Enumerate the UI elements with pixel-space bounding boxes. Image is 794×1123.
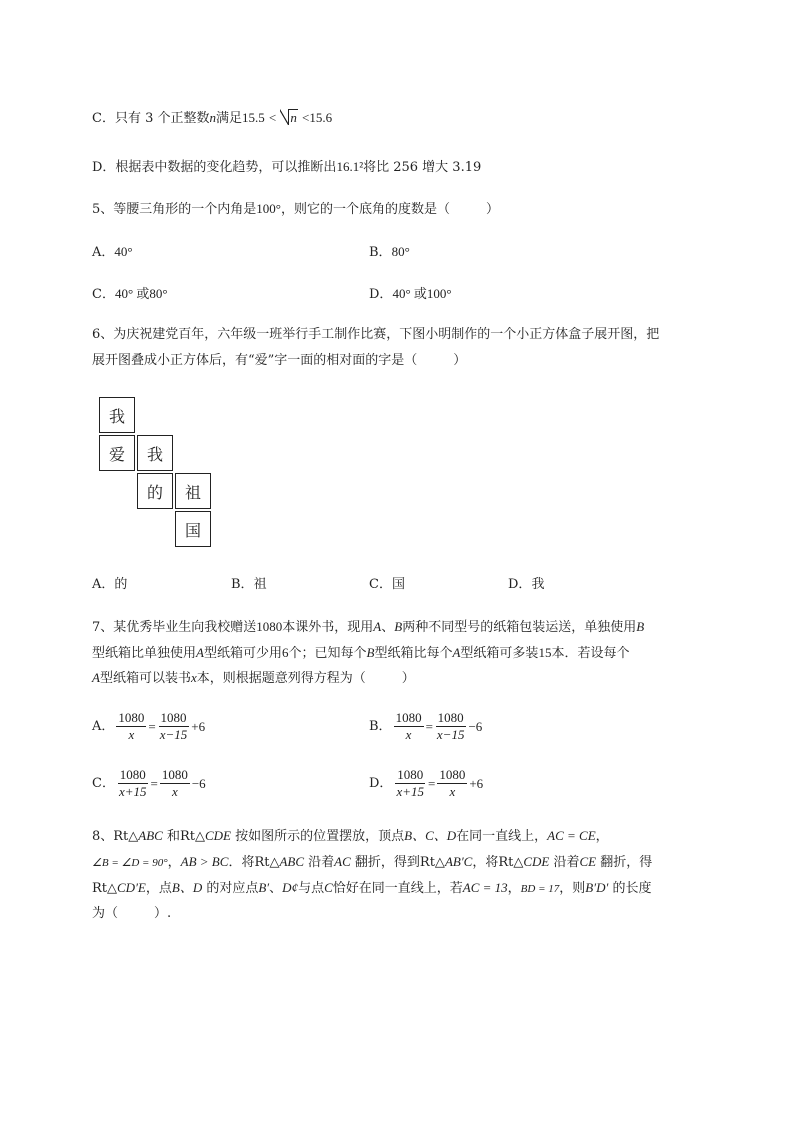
net-cell-de: 的 [137,473,173,509]
fraction: $\frac{1080}{x}$ [118,710,145,742]
q8-stem-line2: ∠B = ∠D = 90°，AB > BC．将Rt△ABC 沿着AC 翻折，得到Rt△AB′C，将Rt△CDE 沿着CE 翻折，得 [92,854,653,870]
net-cell-zu: 祖 [175,473,211,509]
q5-option-c[interactable]: C．40° 或80° [92,286,168,302]
q7-option-a[interactable]: A． $\frac{1080}{x}$ = $\frac{1080}{x-15}$ +6 [92,710,206,742]
fraction: $\frac{1080}{x+15}$ [396,767,424,799]
q7-option-b[interactable]: B． $\frac{1080}{x}$ = $\frac{1080}{x-15}$ −6 [369,710,483,742]
q5-stem: 5、等腰三角形的一个内角是100°，则它的一个底角的度数是（ ） [92,201,500,217]
q8-stem-line3: Rt△CD′E，点B、D 的对应点B′、D¢与点C恰好在同一直线上，若AC = 13，BD = 17，则B′D′ 的长度 [92,880,652,896]
fraction: $\frac{1080}{x-15}$ [436,710,465,742]
q8-stem-line4: 为（ ）. [92,906,172,921]
fraction: $\frac{1080}{x+15}$ [118,767,147,799]
fraction: $\frac{1080}{x}$ [395,710,422,742]
net-cell-guo: 国 [175,511,211,547]
q6-option-a[interactable]: A．的 [92,577,128,592]
q7-option-d[interactable]: D． $\frac{1080}{x+15}$ = $\frac{1080}{x}$ +6 [369,767,484,799]
q6-stem-line2: 展开图叠成小正方体后，有“爱”字一面的相对面的字是（ ） [92,353,467,368]
q5-option-d[interactable]: D．40° 或100° [369,286,452,302]
sqrt-symbol: n [280,108,298,129]
q6-option-c[interactable]: C．国 [369,577,405,592]
q8-stem-line1: 8、Rt△ABC 和Rt△CDE 按如图所示的位置摆放，顶点B、C、D在同一直线上，AC = CE， [92,828,609,844]
fraction: $\frac{1080}{x}$ [439,767,466,799]
net-cell-wo: 我 [137,435,173,471]
q4-option-d: D．根据表中数据的变化趋势，可以推断出16.1²将比 256 增大 3.19 [92,159,482,175]
net-cell-wo-top: 我 [99,397,135,433]
q5-option-a[interactable]: A．40° [92,244,133,260]
fraction: $\frac{1080}{x}$ [161,767,188,799]
net-cell-ai: 爱 [99,435,135,471]
q4-option-c: C．只有 3 个正整数n满足15.5 < n <15.6 [92,108,332,129]
q7-stem-line1: 7、某优秀毕业生向我校赠送1080本课外书，现用A、B两种不同型号的纸箱包装运送，单独使用B [92,619,645,635]
q7-stem-line3: A型纸箱可以装书x本，则根据题意列得方程为（ ） [92,670,415,686]
q6-option-d[interactable]: D．我 [508,577,545,592]
q6-option-b[interactable]: B．祖 [231,577,267,592]
q6-stem-line1: 6、为庆祝建党百年，六年级一班举行手工制作比赛，下图小明制作的一个小正方体盒子展开图，把 [92,327,660,342]
fraction: $\frac{1080}{x-15}$ [159,710,188,742]
q7-stem-line2: 型纸箱比单独使用A型纸箱可少用6个；已知每个B型纸箱比每个A型纸箱可多装15本．若设每个 [92,645,630,661]
q7-option-c[interactable]: C． $\frac{1080}{x+15}$ = $\frac{1080}{x}$ −6 [92,767,206,799]
q5-option-b[interactable]: B．80° [369,244,410,260]
